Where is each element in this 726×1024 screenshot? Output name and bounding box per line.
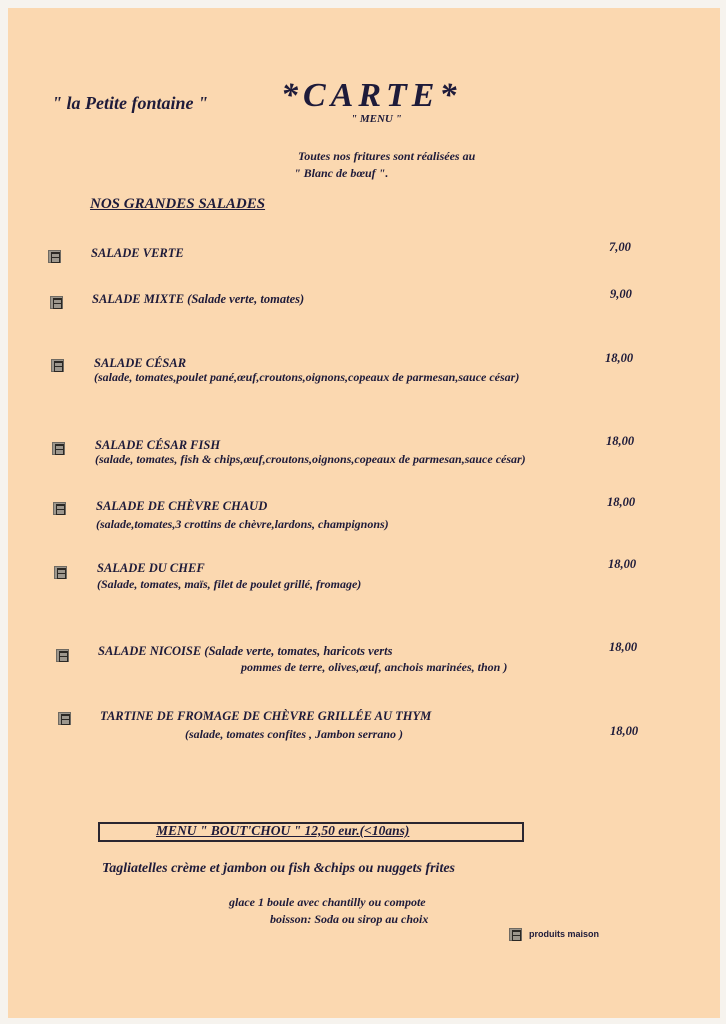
item-price: 18,00: [605, 351, 634, 365]
item-description: (salade, tomates confites , Jambon serrano ): [185, 727, 403, 741]
item-price: 18,00: [607, 495, 636, 509]
item-description: (salade, tomates,poulet pané,œuf,croutons,oignons,copeaux de parmesan,sauce césar): [94, 370, 520, 384]
item-name: TARTINE DE FROMAGE DE CHÈVRE GRILLÉE AU THYM: [100, 709, 432, 723]
item-description: (Salade, tomates, maïs, filet de poulet grillé, fromage): [97, 577, 362, 591]
item-price: 7,00: [609, 240, 631, 254]
item-name: SALADE CÉSAR FISH: [95, 438, 221, 452]
restaurant-name: " la Petite fontaine ": [52, 93, 208, 113]
house-mark-icon: [50, 296, 63, 309]
house-mark-icon: [58, 712, 71, 725]
house-mark-icon: [51, 359, 64, 372]
item-name: SALADE VERTE: [91, 246, 184, 260]
house-mark-icon: [52, 442, 65, 455]
house-mark-icon: [54, 566, 67, 579]
item-name: SALADE NICOISE (Salade verte, tomates, haricots verts: [98, 644, 393, 658]
frying-note-line1: Toutes nos fritures sont réalisées au: [298, 149, 476, 163]
item-name: SALADE CÉSAR: [94, 356, 187, 370]
item-name: SALADE DU CHEF: [97, 561, 205, 575]
frying-note-line2: " Blanc de bœuf ".: [294, 166, 389, 180]
section-title: NOS GRANDES SALADES: [90, 196, 266, 212]
item-price: 18,00: [608, 557, 637, 571]
item-price: 18,00: [609, 640, 638, 654]
item-name: SALADE DE CHÈVRE CHAUD: [96, 499, 268, 513]
legend-label: produits maison: [529, 929, 600, 939]
house-mark-icon: [56, 649, 69, 662]
item-price: 18,00: [610, 724, 639, 738]
menu-title: *CARTE*: [281, 77, 462, 114]
kids-menu-drink: boisson: Soda ou sirop au choix: [270, 912, 429, 926]
kids-menu-title: MENU " BOUT'CHOU " 12,50 eur.(<10ans): [156, 823, 410, 838]
house-mark-icon: [53, 502, 66, 515]
item-description: pommes de terre, olives,œuf, anchois marinées, thon ): [241, 660, 508, 674]
item-description: (salade,tomates,3 crottins de chèvre,lardons, champignons): [96, 517, 389, 531]
item-price: 9,00: [610, 287, 632, 301]
kids-menu-dessert: glace 1 boule avec chantilly ou compote: [229, 895, 426, 909]
item-description: (salade, tomates, fish & chips,œuf,croutons,oignons,copeaux de parmesan,sauce césar): [95, 452, 526, 466]
house-mark-icon: [48, 250, 61, 263]
kids-menu-main: Tagliatelles crème et jambon ou fish &chips ou nuggets frites: [102, 861, 456, 876]
item-name: SALADE MIXTE (Salade verte, tomates): [92, 292, 305, 306]
menu-subtitle: " MENU ": [351, 113, 402, 125]
item-price: 18,00: [606, 434, 635, 448]
house-mark-icon: [509, 928, 522, 941]
